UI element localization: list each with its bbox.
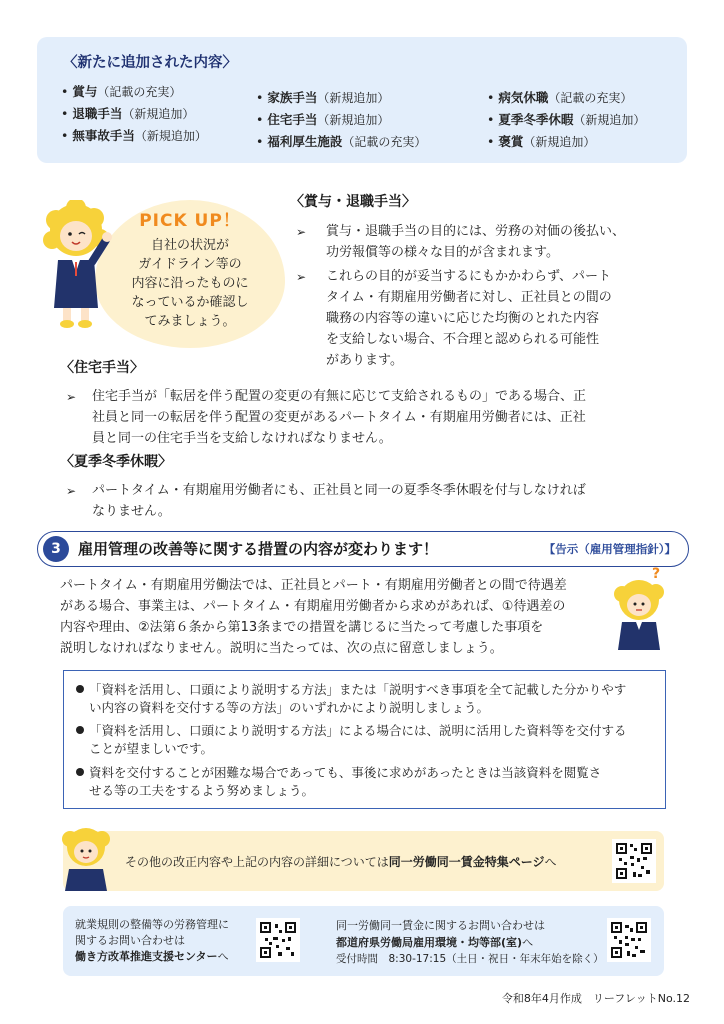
bullet-dot-icon [76, 685, 84, 693]
qr-code-icon[interactable] [612, 839, 656, 883]
arrow-bullet-icon: ➢ [66, 484, 77, 498]
question-mark-icon: ? [652, 566, 661, 582]
footer-text: 令和8年4月作成 リーフレットNo.12 [501, 992, 690, 1005]
new-items-col2 [256, 87, 426, 153]
vacation-heading: 〈夏季冬季休暇〉 [60, 454, 172, 470]
bullet-dot-icon [76, 768, 84, 776]
contact-left-text: 就業規則の整備等の労務管理に 関するお問い合わせは 働き方改革推進支援センターへ [75, 918, 229, 963]
list-item: • 褒賞（新規追加） [487, 134, 596, 149]
list-item: 資料を交付することが困難な場合であっても、事後に求めがあったときは当該資料を閲覧さ せる等の工夫をするよう努めましょう。 [76, 764, 656, 800]
pickup-text: 自社の状況が ガイドライン等の 内容に沿ったものに なっているか確認し てみましょう。 [131, 238, 249, 329]
arrow-bullet-icon: ➢ [66, 390, 77, 404]
list-item: • 夏季冬季休暇（新規追加） [487, 112, 646, 127]
list-item: • 無事故手当（新規追加） [61, 128, 207, 143]
bonus-heading: 〈賞与・退職手当〉 [290, 194, 416, 210]
support-center-link[interactable]: 働き方改革推進支援センター [75, 950, 218, 963]
labor-bureau-link[interactable]: 都道府県労働局雇用環境・均等部(室) [336, 936, 523, 949]
new-items-col1 [61, 81, 207, 147]
section3-intro: パートタイム・有期雇用労働法では、正社員とパート・有期雇用労働者との間で待遇差 がある場合、事業主は、パートタイム・有期雇用労働者から求めがあれば、①待遇差の 内容や理由、②法第６条から第13条までの措置を講じるに当たって考慮した事項を 説明しなければなりません。説明に当たっては、次の点に留意しましょう。 [60, 578, 567, 656]
pickup-title: PICK UP！ [139, 211, 241, 231]
list-item: • 福利厚生施設（記載の充実） [256, 134, 427, 149]
bonus-paragraph-2: これらの目的が妥当するにもかかわらず、パート タイム・有期雇用労働者に対し、正社員との間の 職務の内容等の違いに応じた均衡のとれた内容 を支給しない場合、不合理と認められる可能性 があります。 [326, 269, 612, 368]
arrow-bullet-icon: ➢ [296, 270, 307, 284]
contact-right-text: 同一労働同一賃金に関するお問い合わせは 都道府県労働局雇用環境・均等部(室)へ 受付時間 8:30-17:15（土日・祝日・年末年始を除く） [336, 919, 604, 965]
list-item: • 賞与（記載の充実） [61, 84, 182, 99]
list-item: 「資料を活用し、口頭により説明する方法」または「説明すべき事項を全て記載した分かりやす い内容の資料を交付する等の方法」のいずれかにより説明しましょう。 [76, 681, 656, 717]
new-items-col3 [487, 87, 645, 153]
list-item: • 住宅手当（新規追加） [256, 112, 390, 127]
list-item: • 退職手当（新規追加） [61, 106, 195, 121]
section-number-badge: 3 [43, 536, 69, 562]
contact-box [63, 906, 664, 976]
new-items-box [37, 37, 687, 163]
explanation-notes-box [63, 670, 666, 809]
bullet-dot-icon [76, 726, 84, 734]
arrow-bullet-icon: ➢ [296, 225, 307, 239]
bonus-paragraph-1: 賞与・退職手当の目的には、労務の対価の後払い、 功労報償等の様々な目的が含まれます。 [326, 224, 626, 260]
vacation-paragraph: パートタイム・有期雇用労働者にも、正社員と同一の夏季冬季休暇を付与しなければ なりません。 [92, 483, 586, 519]
special-page-link[interactable]: 同一労働同一賃金特集ページ [388, 855, 545, 869]
list-item: • 家族手当（新規追加） [256, 90, 390, 105]
more-info-strip [63, 831, 664, 891]
housing-heading: 〈住宅手当〉 [60, 360, 144, 376]
list-item: • 病気休職（記載の充実） [487, 90, 633, 105]
mascot-small-illustration [55, 825, 117, 891]
section3-title: 雇用管理の改善等に関する措置の内容が変わります！ [78, 540, 439, 558]
new-items-title: 〈新たに追加された内容〉 [63, 55, 237, 71]
list-item: 「資料を活用し、口頭により説明する方法」による場合には、説明に活用した資料等を交付する ことが望ましいです。 [76, 722, 656, 758]
more-info-text: その他の改正内容や上記の内容の詳細については同一労働同一賃金特集ページへ [125, 855, 557, 869]
qr-code-icon[interactable] [607, 918, 651, 962]
qr-code-icon[interactable] [256, 918, 300, 962]
section3-tag: 【告示（雇用管理指針）】 [543, 542, 676, 556]
mascot-thinking-illustration [608, 578, 670, 650]
housing-paragraph: 住宅手当が「転居を伴う配置の変更の有無に応じて支給されるもの」である場合、正 社員と同一の転居を伴う配置の変更があるパートタイム・有期雇用労働者には、正社 員と同一の住宅手当を支給しなければなりません。 [92, 389, 587, 446]
section3-banner [37, 531, 689, 567]
